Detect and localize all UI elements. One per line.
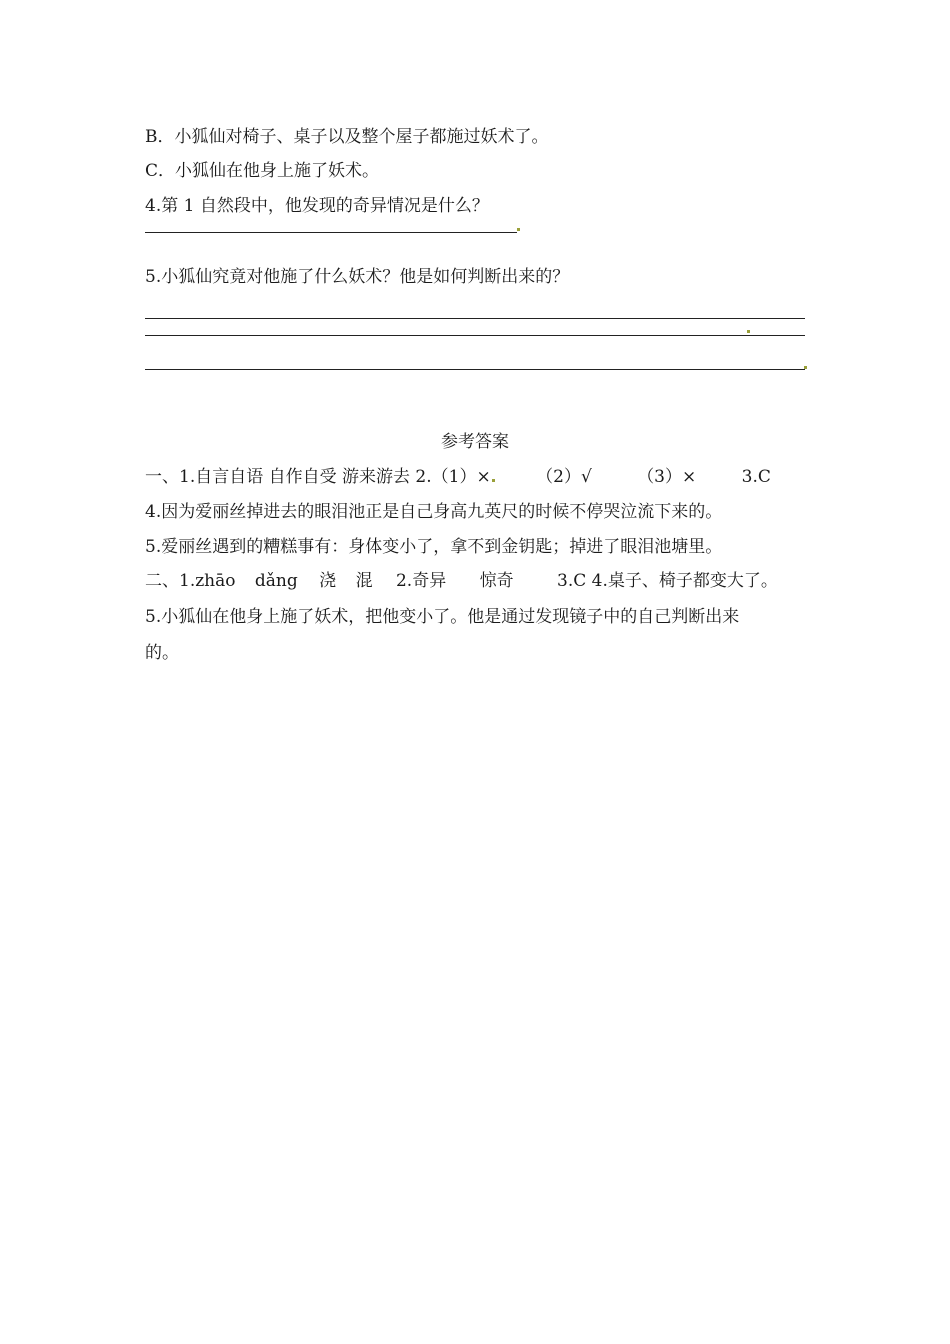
answer-part-2: dǎng: [254, 571, 298, 591]
mark-dot: [517, 228, 520, 231]
option-c: C．小狐仙在他身上施了妖术。: [145, 161, 380, 181]
answer-line-1: [145, 465, 771, 489]
question-4: 4.第 1 自然段中，他发现的奇异情况是什么？: [145, 196, 489, 216]
answer-line-q5-2: [145, 335, 805, 336]
answer-line-3: 5.爱丽丝遇到的糟糕事有：身体变小了，拿不到金钥匙；掉进了眼泪池塘里。: [145, 537, 723, 557]
answer-part-6: 惊奇: [479, 571, 514, 591]
answer-line-2: 4.因为爱丽丝掉进去的眼泪池正是自己身高九英尺的时候不停哭泣流下来的。: [145, 502, 723, 522]
answer-part-7: 3.C 4.桌子、椅子都变大了。: [557, 571, 778, 591]
question-5: 5.小狐仙究竟对他施了什么妖术？他是如何判断出来的？: [145, 267, 570, 287]
answer-part-5: 2.奇异: [395, 571, 447, 591]
answer-line-q5-3: [145, 369, 805, 370]
mark-dot: [492, 479, 495, 482]
answer-line-6: 的。: [145, 643, 179, 663]
answer-line-q4: [145, 232, 517, 233]
answer-part-4: 混: [355, 571, 373, 591]
answer-part-3: 浇: [319, 571, 337, 591]
mark-dot: [804, 366, 807, 369]
answers-title: 参考答案: [441, 432, 509, 452]
answer-part-3: （3）×: [637, 467, 697, 487]
answer-part-4: 3.C: [741, 467, 771, 487]
mark-dot: [747, 330, 750, 333]
answer-line-5: 5.小狐仙在他身上施了妖术，把他变小了。他是通过发现镜子中的自己判断出来: [145, 607, 740, 627]
answer-part-1: 一、1.自言自语 自作自受 游来游去 2.（1）×: [145, 467, 491, 487]
answer-line-4: [145, 569, 778, 593]
answer-part-1: 二、1.zhāo: [145, 571, 236, 591]
answer-line-q5-1: [145, 318, 805, 319]
answer-part-2: （2）√: [536, 467, 592, 487]
option-b: B．小狐仙对椅子、桌子以及整个屋子都施过妖术了。: [145, 127, 549, 147]
